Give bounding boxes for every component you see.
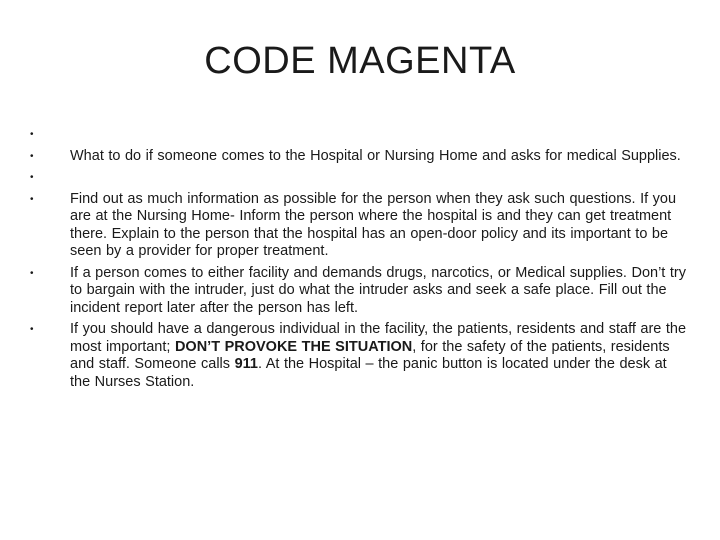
bullet-item-empty	[28, 169, 688, 187]
bold-warning-text: DON’T PROVOKE THE SITUATION	[174, 338, 413, 355]
bullet-text: What to do if someone comes to the Hospital or Nursing Home and asks for medical Supplies.	[70, 147, 681, 164]
bullet-text: If a person comes to either facility and demands drugs, narcotics, or Medical supplies. Don’t try to bargain with the intruder, just do what the intruder asks and seek a safe place. Fill out the incident report later after the person has left.	[70, 264, 686, 316]
bullet-dot-icon: •	[30, 150, 34, 162]
bullet-item-empty	[28, 126, 688, 144]
bullet-item-demands-drugs	[28, 265, 688, 318]
bullet-item-find-out	[28, 191, 688, 261]
bullet-dot-icon: •	[30, 129, 34, 140]
bold-emergency-number: 911	[234, 356, 258, 372]
bullet-dot-icon: •	[30, 267, 34, 279]
bullet-text: Find out as much information as possible for the person when they ask such questions. If you are at the Nursing Home- Inform the person where the hospital is and they can get treatment there. Explain to the person that the hospital has an open-door policy and its important to be seen by a provider for proper treatment.	[70, 190, 677, 259]
bullet-text	[70, 321, 688, 391]
bullet-dot-icon: •	[30, 193, 34, 205]
bullet-dot-icon: •	[30, 172, 34, 183]
bullet-dot-icon: •	[30, 324, 34, 335]
bullet-item-dangerous-individual	[28, 321, 688, 391]
slide-title: CODE MAGENTA	[204, 40, 516, 82]
bullet-text-part: . At the Hospital – the panic button is located under the desk at the Nurses Station.	[70, 356, 667, 390]
bullet-item-what-to-do	[28, 148, 688, 166]
bullet-list	[28, 126, 688, 395]
bullet-text-part: , for the safety of the patients, residents and staff. Someone calls	[70, 338, 670, 372]
bullet-text-part: If you should have a dangerous individual in the facility, the patients, residents and staff are the most important;	[70, 321, 687, 355]
